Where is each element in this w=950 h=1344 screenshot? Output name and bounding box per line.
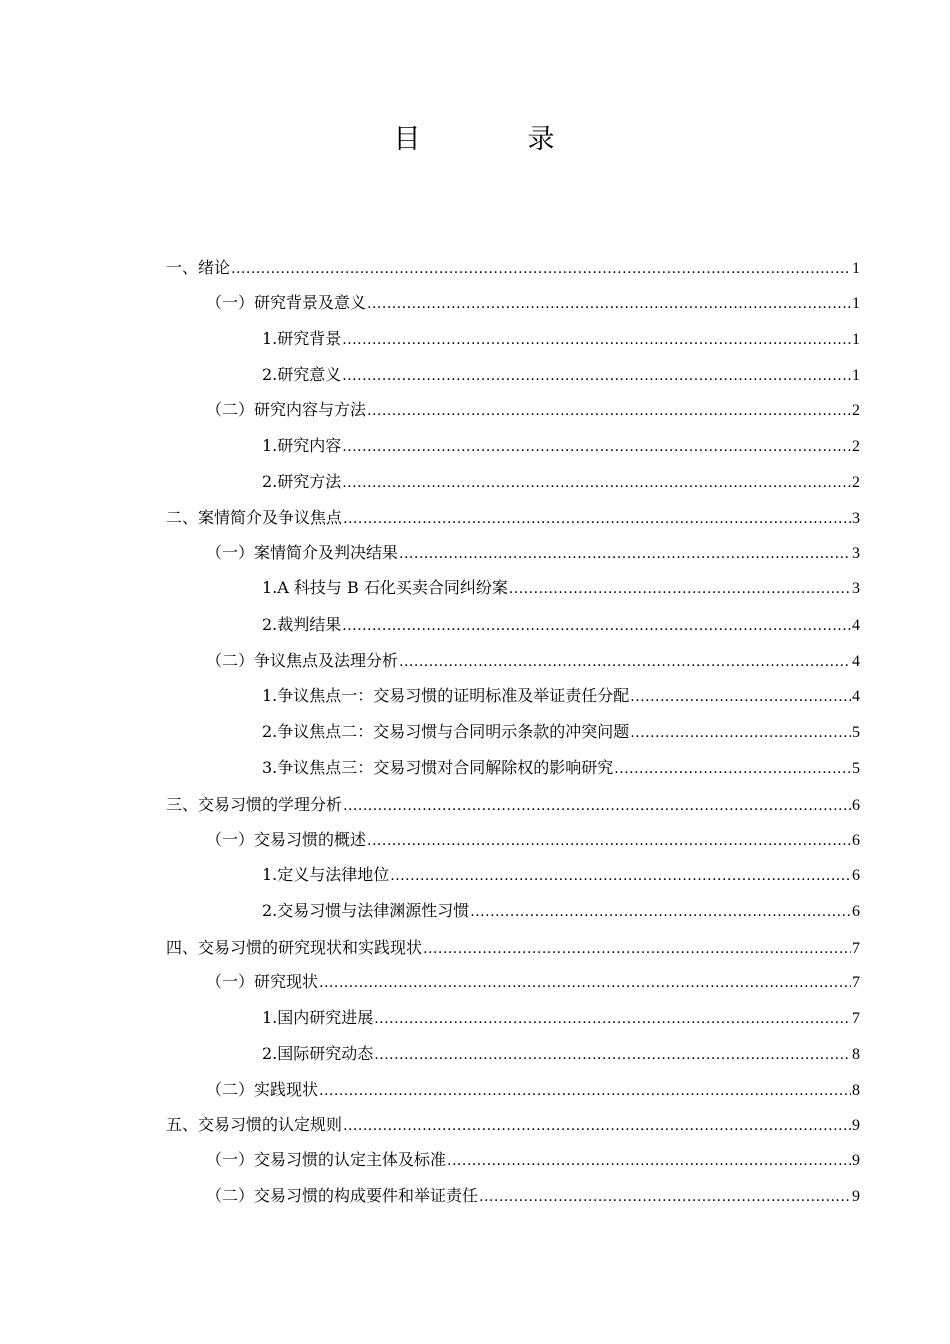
toc-leader-dots xyxy=(447,1149,851,1173)
toc-entry-text: （一）案情简介及判决结果 xyxy=(206,543,399,562)
toc-page-number: 2 xyxy=(852,474,860,491)
toc-page-number: 1 xyxy=(852,331,860,348)
toc-page-number: 2 xyxy=(852,438,860,455)
toc-page-number: 1 xyxy=(852,295,860,312)
toc-entry[interactable] xyxy=(262,863,860,887)
toc-entry[interactable] xyxy=(206,1184,860,1208)
toc-entry-text: （二）争议焦点及法理分析 xyxy=(206,651,399,670)
toc-entry[interactable] xyxy=(206,1148,860,1172)
toc-page-number: 2 xyxy=(852,402,860,419)
toc-entry-text: 五、交易习惯的认定规则 xyxy=(166,1115,343,1134)
toc-page-number: 9 xyxy=(852,1188,860,1205)
toc-leader-dots xyxy=(319,971,851,995)
toc-entry[interactable] xyxy=(262,363,860,387)
toc-leader-dots xyxy=(399,650,851,674)
toc-page-number: 3 xyxy=(852,580,860,597)
toc-page-number: 3 xyxy=(852,545,860,562)
toc-entry-text: 2.争议焦点二：交易习惯与合同明示条款的冲突问题 xyxy=(262,722,630,741)
toc-entry[interactable] xyxy=(262,434,860,458)
toc-entry[interactable] xyxy=(206,398,860,422)
toc-entry[interactable] xyxy=(262,756,860,780)
toc-leader-dots xyxy=(367,829,851,853)
toc-page-number: 1 xyxy=(852,367,860,384)
toc-page-number: 7 xyxy=(852,1010,860,1027)
toc-leader-dots xyxy=(343,507,851,531)
toc-entry[interactable] xyxy=(262,613,860,637)
toc-entry-text: 1.研究背景 xyxy=(262,329,342,348)
toc-leader-dots xyxy=(342,471,851,495)
toc-leader-dots xyxy=(470,900,851,924)
toc-page-number: 9 xyxy=(852,1152,860,1169)
toc-entry-text: 2.国际研究动态 xyxy=(262,1044,374,1063)
toc-page-number: 4 xyxy=(852,653,860,670)
toc-entry[interactable] xyxy=(166,936,860,960)
toc-entry-text: （一）交易习惯的概述 xyxy=(206,830,367,849)
toc-leader-dots xyxy=(342,328,851,352)
toc-page-number: 5 xyxy=(852,760,860,777)
toc-entry[interactable] xyxy=(262,1042,860,1066)
toc-page-number: 8 xyxy=(852,1082,860,1099)
toc-entry[interactable] xyxy=(262,720,860,744)
toc-leader-dots xyxy=(342,614,851,638)
toc-entry-text: 四、交易习惯的研究现状和实践现状 xyxy=(166,938,423,957)
toc-page-number: 4 xyxy=(852,617,860,634)
toc-entry[interactable] xyxy=(262,470,860,494)
toc-entry[interactable] xyxy=(262,1006,860,1030)
toc-entry-text: 2.研究意义 xyxy=(262,365,342,384)
toc-page-number: 5 xyxy=(852,724,860,741)
toc-entry[interactable] xyxy=(206,541,860,565)
toc-page-number: 7 xyxy=(852,974,860,991)
toc-entry-text: （二）实践现状 xyxy=(206,1080,319,1099)
toc-leader-dots xyxy=(374,1007,851,1031)
toc-leader-dots xyxy=(367,292,851,316)
toc-leader-dots xyxy=(390,864,851,888)
toc-entry-text: 1.国内研究进展 xyxy=(262,1008,374,1027)
toc-entry-text: 2.研究方法 xyxy=(262,472,342,491)
toc-entry[interactable] xyxy=(262,327,860,351)
toc-page-number: 1 xyxy=(852,260,860,277)
toc-page-number: 6 xyxy=(852,832,860,849)
toc-leader-dots xyxy=(630,721,851,745)
toc-leader-dots xyxy=(231,257,851,281)
toc-entry[interactable] xyxy=(262,576,860,600)
toc-leader-dots xyxy=(343,794,851,818)
toc-page-number: 7 xyxy=(852,940,860,957)
toc-page-number: 6 xyxy=(852,903,860,920)
toc-page-number: 8 xyxy=(852,1046,860,1063)
toc-leader-dots xyxy=(342,435,851,459)
toc-entry-text: （一）交易习惯的认定主体及标准 xyxy=(206,1150,447,1169)
toc-entry-text: 1.争议焦点一：交易习惯的证明标准及举证责任分配 xyxy=(262,686,630,705)
toc-entry-text: 一、绪论 xyxy=(166,258,231,277)
toc-title: 目 录 xyxy=(393,124,595,155)
toc-leader-dots xyxy=(614,757,851,781)
toc-page-number: 4 xyxy=(852,688,860,705)
toc-leader-dots xyxy=(319,1079,851,1103)
toc-entry-text: 1.研究内容 xyxy=(262,436,342,455)
toc-page-number: 6 xyxy=(852,797,860,814)
toc-leader-dots xyxy=(343,1114,851,1138)
toc-entry[interactable] xyxy=(166,1113,860,1137)
toc-page-number: 3 xyxy=(852,510,860,527)
toc-entry[interactable] xyxy=(206,649,860,673)
toc-leader-dots xyxy=(509,577,851,601)
toc-entry[interactable] xyxy=(206,291,860,315)
toc-entry[interactable] xyxy=(206,970,860,994)
toc-entry[interactable] xyxy=(206,1078,860,1102)
toc-entry-text: 二、案情简介及争议焦点 xyxy=(166,508,343,527)
toc-entry-text: （一）研究背景及意义 xyxy=(206,293,367,312)
toc-leader-dots xyxy=(374,1043,851,1067)
toc-entry-text: 1.A 科技与 B 石化买卖合同纠纷案 xyxy=(262,578,508,597)
toc-entry[interactable] xyxy=(262,684,860,708)
toc-entry-text: 1.定义与法律地位 xyxy=(262,865,390,884)
toc-entry-text: 2.裁判结果 xyxy=(262,615,342,634)
toc-leader-dots xyxy=(342,364,851,388)
toc-leader-dots xyxy=(423,937,851,961)
toc-leader-dots xyxy=(479,1185,851,1209)
toc-entry[interactable] xyxy=(206,828,860,852)
toc-entry-text: 三、交易习惯的学理分析 xyxy=(166,795,343,814)
toc-entry[interactable] xyxy=(262,899,860,923)
toc-page-number: 9 xyxy=(852,1117,860,1134)
toc-entry[interactable] xyxy=(166,793,860,817)
toc-entry[interactable] xyxy=(166,256,860,280)
toc-leader-dots xyxy=(367,399,851,423)
toc-entry-text: 3.争议焦点三：交易习惯对合同解除权的影响研究 xyxy=(262,758,614,777)
toc-entry-text: 2.交易习惯与法律渊源性习惯 xyxy=(262,901,470,920)
toc-page-number: 6 xyxy=(852,867,860,884)
toc-leader-dots xyxy=(630,685,851,709)
toc-entry-text: （一）研究现状 xyxy=(206,972,319,991)
toc-entry[interactable] xyxy=(166,506,860,530)
toc-leader-dots xyxy=(399,542,851,566)
toc-entry-text: （二）研究内容与方法 xyxy=(206,400,367,419)
toc-entry-text: （二）交易习惯的构成要件和举证责任 xyxy=(206,1186,479,1205)
